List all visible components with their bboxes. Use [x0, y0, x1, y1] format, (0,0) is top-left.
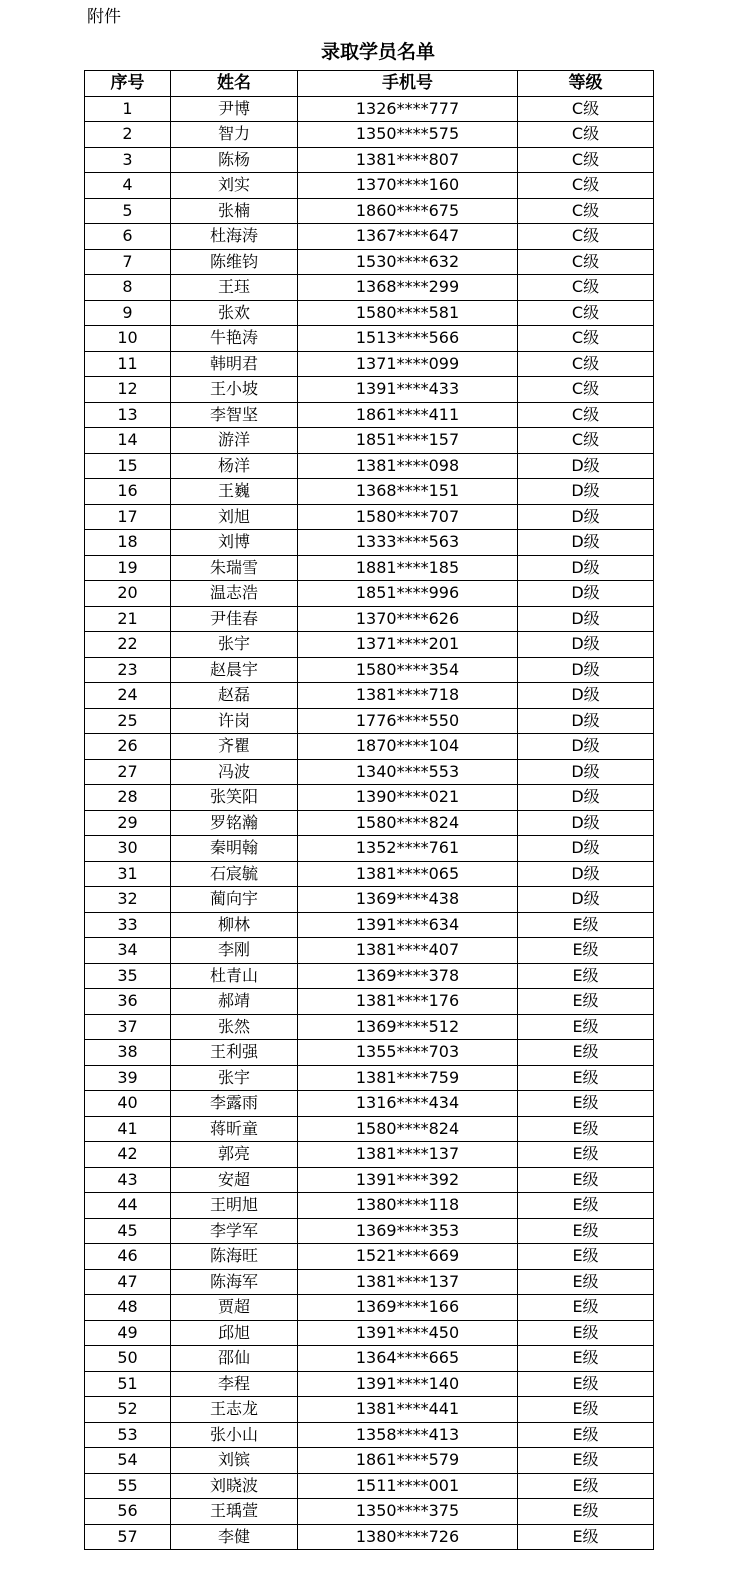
cell-index: 10 [85, 326, 171, 352]
table-row [85, 147, 654, 173]
cell-name: 刘博 [171, 530, 298, 556]
header-level: 等级 [518, 71, 654, 97]
cell-index: 32 [85, 887, 171, 913]
cell-index: 33 [85, 912, 171, 938]
table-row [85, 1346, 654, 1372]
table-row [85, 1422, 654, 1448]
cell-index: 6 [85, 224, 171, 250]
table-row [85, 555, 654, 581]
table-row [85, 300, 654, 326]
cell-phone: 1381****176 [298, 989, 518, 1015]
cell-level: E级 [518, 1193, 654, 1219]
cell-level: C级 [518, 96, 654, 122]
cell-name: 邵仙 [171, 1346, 298, 1372]
cell-level: C级 [518, 326, 654, 352]
cell-phone: 1851****157 [298, 428, 518, 454]
cell-index: 51 [85, 1371, 171, 1397]
cell-level: C级 [518, 173, 654, 199]
cell-index: 12 [85, 377, 171, 403]
cell-name: 王利强 [171, 1040, 298, 1066]
cell-name: 刘镔 [171, 1448, 298, 1474]
cell-level: D级 [518, 836, 654, 862]
cell-phone: 1861****579 [298, 1448, 518, 1474]
table-row [85, 606, 654, 632]
cell-phone: 1350****375 [298, 1499, 518, 1525]
cell-index: 48 [85, 1295, 171, 1321]
cell-phone: 1380****726 [298, 1524, 518, 1550]
cell-level: D级 [518, 479, 654, 505]
cell-name: 秦明翰 [171, 836, 298, 862]
document-title: 录取学员名单 [320, 41, 435, 63]
cell-name: 温志浩 [171, 581, 298, 607]
cell-index: 30 [85, 836, 171, 862]
cell-level: E级 [518, 938, 654, 964]
cell-name: 刘晓波 [171, 1473, 298, 1499]
cell-index: 50 [85, 1346, 171, 1372]
cell-phone: 1513****566 [298, 326, 518, 352]
cell-phone: 1370****160 [298, 173, 518, 199]
cell-name: 李露雨 [171, 1091, 298, 1117]
cell-level: E级 [518, 1499, 654, 1525]
cell-phone: 1326****777 [298, 96, 518, 122]
table-row [85, 326, 654, 352]
table-row [85, 1473, 654, 1499]
cell-name: 杜海涛 [171, 224, 298, 250]
cell-name: 赵磊 [171, 683, 298, 709]
table-row [85, 1091, 654, 1117]
cell-phone: 1881****185 [298, 555, 518, 581]
cell-index: 46 [85, 1244, 171, 1270]
cell-index: 42 [85, 1142, 171, 1168]
cell-index: 8 [85, 275, 171, 301]
cell-level: D级 [518, 657, 654, 683]
cell-level: D级 [518, 555, 654, 581]
cell-index: 13 [85, 402, 171, 428]
cell-level: E级 [518, 1320, 654, 1346]
cell-level: E级 [518, 989, 654, 1015]
table-row [85, 428, 654, 454]
table-row [85, 657, 654, 683]
cell-name: 王巍 [171, 479, 298, 505]
cell-phone: 1861****411 [298, 402, 518, 428]
cell-name: 陈海军 [171, 1269, 298, 1295]
cell-phone: 1368****151 [298, 479, 518, 505]
cell-name: 王志龙 [171, 1397, 298, 1423]
cell-index: 45 [85, 1218, 171, 1244]
cell-name: 蒋昕童 [171, 1116, 298, 1142]
table-row [85, 1167, 654, 1193]
cell-level: E级 [518, 1397, 654, 1423]
cell-phone: 1391****634 [298, 912, 518, 938]
cell-level: C级 [518, 122, 654, 148]
cell-level: C级 [518, 351, 654, 377]
cell-name: 蔺向宇 [171, 887, 298, 913]
cell-index: 20 [85, 581, 171, 607]
table-row [85, 887, 654, 913]
cell-level: E级 [518, 1448, 654, 1474]
cell-name: 邱旭 [171, 1320, 298, 1346]
cell-index: 25 [85, 708, 171, 734]
cell-phone: 1580****824 [298, 810, 518, 836]
cell-level: C级 [518, 402, 654, 428]
cell-level: E级 [518, 1218, 654, 1244]
cell-phone: 1369****166 [298, 1295, 518, 1321]
table-row [85, 530, 654, 556]
cell-name: 罗铭瀚 [171, 810, 298, 836]
cell-phone: 1381****065 [298, 861, 518, 887]
cell-name: 李程 [171, 1371, 298, 1397]
cell-phone: 1358****413 [298, 1422, 518, 1448]
table-row [85, 249, 654, 275]
table-row [85, 1014, 654, 1040]
table-row [85, 351, 654, 377]
cell-level: E级 [518, 1142, 654, 1168]
cell-phone: 1776****550 [298, 708, 518, 734]
cell-phone: 1580****707 [298, 504, 518, 530]
cell-index: 52 [85, 1397, 171, 1423]
cell-level: C级 [518, 300, 654, 326]
cell-phone: 1580****581 [298, 300, 518, 326]
cell-phone: 1364****665 [298, 1346, 518, 1372]
cell-name: 游洋 [171, 428, 298, 454]
table-row [85, 1040, 654, 1066]
cell-phone: 1350****575 [298, 122, 518, 148]
table-row [85, 759, 654, 785]
cell-index: 53 [85, 1422, 171, 1448]
cell-level: D级 [518, 759, 654, 785]
cell-index: 4 [85, 173, 171, 199]
cell-level: E级 [518, 1473, 654, 1499]
cell-level: D级 [518, 708, 654, 734]
cell-level: C级 [518, 198, 654, 224]
header-index: 序号 [85, 71, 171, 97]
table-row [85, 708, 654, 734]
cell-name: 陈维钧 [171, 249, 298, 275]
cell-level: E级 [518, 1295, 654, 1321]
table-body [85, 96, 654, 1550]
cell-level: E级 [518, 1065, 654, 1091]
cell-level: E级 [518, 1524, 654, 1550]
cell-index: 38 [85, 1040, 171, 1066]
cell-index: 19 [85, 555, 171, 581]
cell-phone: 1368****299 [298, 275, 518, 301]
cell-index: 36 [85, 989, 171, 1015]
cell-phone: 1381****098 [298, 453, 518, 479]
cell-index: 5 [85, 198, 171, 224]
table-row [85, 836, 654, 862]
cell-phone: 1369****512 [298, 1014, 518, 1040]
cell-phone: 1371****099 [298, 351, 518, 377]
table-row [85, 1499, 654, 1525]
cell-level: D级 [518, 632, 654, 658]
cell-index: 34 [85, 938, 171, 964]
cell-phone: 1391****140 [298, 1371, 518, 1397]
cell-phone: 1381****137 [298, 1269, 518, 1295]
cell-level: C级 [518, 377, 654, 403]
cell-name: 李刚 [171, 938, 298, 964]
table-row [85, 96, 654, 122]
cell-level: D级 [518, 734, 654, 760]
cell-phone: 1355****703 [298, 1040, 518, 1066]
cell-phone: 1391****450 [298, 1320, 518, 1346]
cell-name: 王明旭 [171, 1193, 298, 1219]
cell-name: 王珏 [171, 275, 298, 301]
table-row [85, 581, 654, 607]
cell-index: 18 [85, 530, 171, 556]
table-row [85, 173, 654, 199]
cell-level: C级 [518, 428, 654, 454]
cell-name: 冯波 [171, 759, 298, 785]
cell-name: 杜青山 [171, 963, 298, 989]
cell-level: D级 [518, 581, 654, 607]
table-row [85, 683, 654, 709]
cell-name: 王瑀萱 [171, 1499, 298, 1525]
cell-index: 17 [85, 504, 171, 530]
cell-phone: 1580****354 [298, 657, 518, 683]
cell-index: 1 [85, 96, 171, 122]
cell-phone: 1530****632 [298, 249, 518, 275]
table-header-row [85, 71, 654, 97]
table-row [85, 224, 654, 250]
cell-phone: 1870****104 [298, 734, 518, 760]
cell-phone: 1381****137 [298, 1142, 518, 1168]
table-row [85, 1524, 654, 1550]
table-row [85, 1397, 654, 1423]
table-row [85, 810, 654, 836]
cell-index: 35 [85, 963, 171, 989]
cell-phone: 1369****353 [298, 1218, 518, 1244]
cell-name: 贾超 [171, 1295, 298, 1321]
cell-phone: 1580****824 [298, 1116, 518, 1142]
cell-index: 56 [85, 1499, 171, 1525]
cell-index: 24 [85, 683, 171, 709]
table-row [85, 198, 654, 224]
cell-index: 15 [85, 453, 171, 479]
cell-phone: 1333****563 [298, 530, 518, 556]
cell-level: E级 [518, 1040, 654, 1066]
cell-index: 43 [85, 1167, 171, 1193]
cell-name: 尹博 [171, 96, 298, 122]
table-row [85, 1320, 654, 1346]
cell-index: 23 [85, 657, 171, 683]
cell-phone: 1352****761 [298, 836, 518, 862]
table-row [85, 1448, 654, 1474]
table-row [85, 861, 654, 887]
cell-name: 张然 [171, 1014, 298, 1040]
table-row [85, 1244, 654, 1270]
cell-index: 31 [85, 861, 171, 887]
cell-level: E级 [518, 1422, 654, 1448]
cell-name: 郝靖 [171, 989, 298, 1015]
cell-phone: 1369****378 [298, 963, 518, 989]
cell-index: 47 [85, 1269, 171, 1295]
cell-index: 9 [85, 300, 171, 326]
cell-index: 29 [85, 810, 171, 836]
cell-phone: 1511****001 [298, 1473, 518, 1499]
cell-index: 40 [85, 1091, 171, 1117]
cell-phone: 1369****438 [298, 887, 518, 913]
cell-phone: 1381****718 [298, 683, 518, 709]
cell-name: 朱瑞雪 [171, 555, 298, 581]
cell-index: 41 [85, 1116, 171, 1142]
cell-level: E级 [518, 1091, 654, 1117]
cell-level: E级 [518, 1014, 654, 1040]
cell-phone: 1860****675 [298, 198, 518, 224]
cell-phone: 1371****201 [298, 632, 518, 658]
cell-name: 刘旭 [171, 504, 298, 530]
cell-index: 3 [85, 147, 171, 173]
admission-list-table [84, 70, 654, 1550]
cell-name: 智力 [171, 122, 298, 148]
cell-level: C级 [518, 275, 654, 301]
cell-name: 李健 [171, 1524, 298, 1550]
cell-name: 杨洋 [171, 453, 298, 479]
cell-level: E级 [518, 1346, 654, 1372]
cell-name: 安超 [171, 1167, 298, 1193]
table-row [85, 1065, 654, 1091]
cell-level: D级 [518, 887, 654, 913]
cell-index: 22 [85, 632, 171, 658]
cell-phone: 1381****407 [298, 938, 518, 964]
cell-index: 2 [85, 122, 171, 148]
table-row [85, 1218, 654, 1244]
cell-phone: 1316****434 [298, 1091, 518, 1117]
cell-name: 李学军 [171, 1218, 298, 1244]
cell-index: 37 [85, 1014, 171, 1040]
table-row [85, 275, 654, 301]
cell-name: 牛艳涛 [171, 326, 298, 352]
table-row [85, 963, 654, 989]
cell-index: 14 [85, 428, 171, 454]
cell-level: E级 [518, 1167, 654, 1193]
cell-level: D级 [518, 504, 654, 530]
cell-index: 57 [85, 1524, 171, 1550]
cell-name: 李智坚 [171, 402, 298, 428]
cell-level: D级 [518, 683, 654, 709]
cell-level: C级 [518, 249, 654, 275]
cell-name: 张宇 [171, 632, 298, 658]
table-row [85, 1142, 654, 1168]
table-row [85, 504, 654, 530]
cell-phone: 1381****759 [298, 1065, 518, 1091]
cell-name: 石宸毓 [171, 861, 298, 887]
table-row [85, 734, 654, 760]
table-row [85, 453, 654, 479]
cell-level: D级 [518, 606, 654, 632]
cell-phone: 1367****647 [298, 224, 518, 250]
cell-name: 刘实 [171, 173, 298, 199]
cell-level: E级 [518, 1269, 654, 1295]
header-name: 姓名 [171, 71, 298, 97]
cell-index: 16 [85, 479, 171, 505]
table-row [85, 377, 654, 403]
table-row [85, 989, 654, 1015]
cell-index: 7 [85, 249, 171, 275]
cell-level: E级 [518, 912, 654, 938]
table-row [85, 1269, 654, 1295]
cell-index: 44 [85, 1193, 171, 1219]
cell-phone: 1851****996 [298, 581, 518, 607]
cell-phone: 1340****553 [298, 759, 518, 785]
cell-name: 张笑阳 [171, 785, 298, 811]
cell-name: 韩明君 [171, 351, 298, 377]
table-row [85, 1371, 654, 1397]
cell-phone: 1391****433 [298, 377, 518, 403]
cell-name: 许岗 [171, 708, 298, 734]
cell-level: E级 [518, 1116, 654, 1142]
cell-phone: 1390****021 [298, 785, 518, 811]
cell-name: 陈杨 [171, 147, 298, 173]
cell-index: 21 [85, 606, 171, 632]
attachment-label: 附件 [87, 7, 121, 27]
cell-name: 尹佳春 [171, 606, 298, 632]
cell-name: 王小坡 [171, 377, 298, 403]
cell-name: 赵晨宇 [171, 657, 298, 683]
table-row [85, 1193, 654, 1219]
cell-index: 27 [85, 759, 171, 785]
table-row [85, 402, 654, 428]
table-row [85, 632, 654, 658]
cell-index: 39 [85, 1065, 171, 1091]
table-row [85, 938, 654, 964]
cell-name: 陈海旺 [171, 1244, 298, 1270]
cell-level: D级 [518, 453, 654, 479]
cell-level: C级 [518, 224, 654, 250]
cell-phone: 1391****392 [298, 1167, 518, 1193]
cell-index: 26 [85, 734, 171, 760]
cell-phone: 1370****626 [298, 606, 518, 632]
cell-phone: 1381****441 [298, 1397, 518, 1423]
table-row [85, 912, 654, 938]
cell-phone: 1521****669 [298, 1244, 518, 1270]
cell-index: 11 [85, 351, 171, 377]
cell-level: D级 [518, 861, 654, 887]
cell-index: 55 [85, 1473, 171, 1499]
cell-level: E级 [518, 1244, 654, 1270]
cell-name: 郭亮 [171, 1142, 298, 1168]
cell-name: 张欢 [171, 300, 298, 326]
cell-name: 张楠 [171, 198, 298, 224]
cell-name: 齐瞿 [171, 734, 298, 760]
cell-level: D级 [518, 810, 654, 836]
cell-phone: 1380****118 [298, 1193, 518, 1219]
cell-level: D级 [518, 785, 654, 811]
header-phone: 手机号 [298, 71, 518, 97]
cell-index: 49 [85, 1320, 171, 1346]
table-row [85, 785, 654, 811]
cell-index: 28 [85, 785, 171, 811]
cell-name: 张宇 [171, 1065, 298, 1091]
cell-level: E级 [518, 963, 654, 989]
cell-index: 54 [85, 1448, 171, 1474]
cell-phone: 1381****807 [298, 147, 518, 173]
table-row [85, 1295, 654, 1321]
table-row [85, 479, 654, 505]
table-row [85, 122, 654, 148]
cell-name: 柳林 [171, 912, 298, 938]
cell-level: E级 [518, 1371, 654, 1397]
table-row [85, 1116, 654, 1142]
cell-level: D级 [518, 530, 654, 556]
cell-level: C级 [518, 147, 654, 173]
cell-name: 张小山 [171, 1422, 298, 1448]
